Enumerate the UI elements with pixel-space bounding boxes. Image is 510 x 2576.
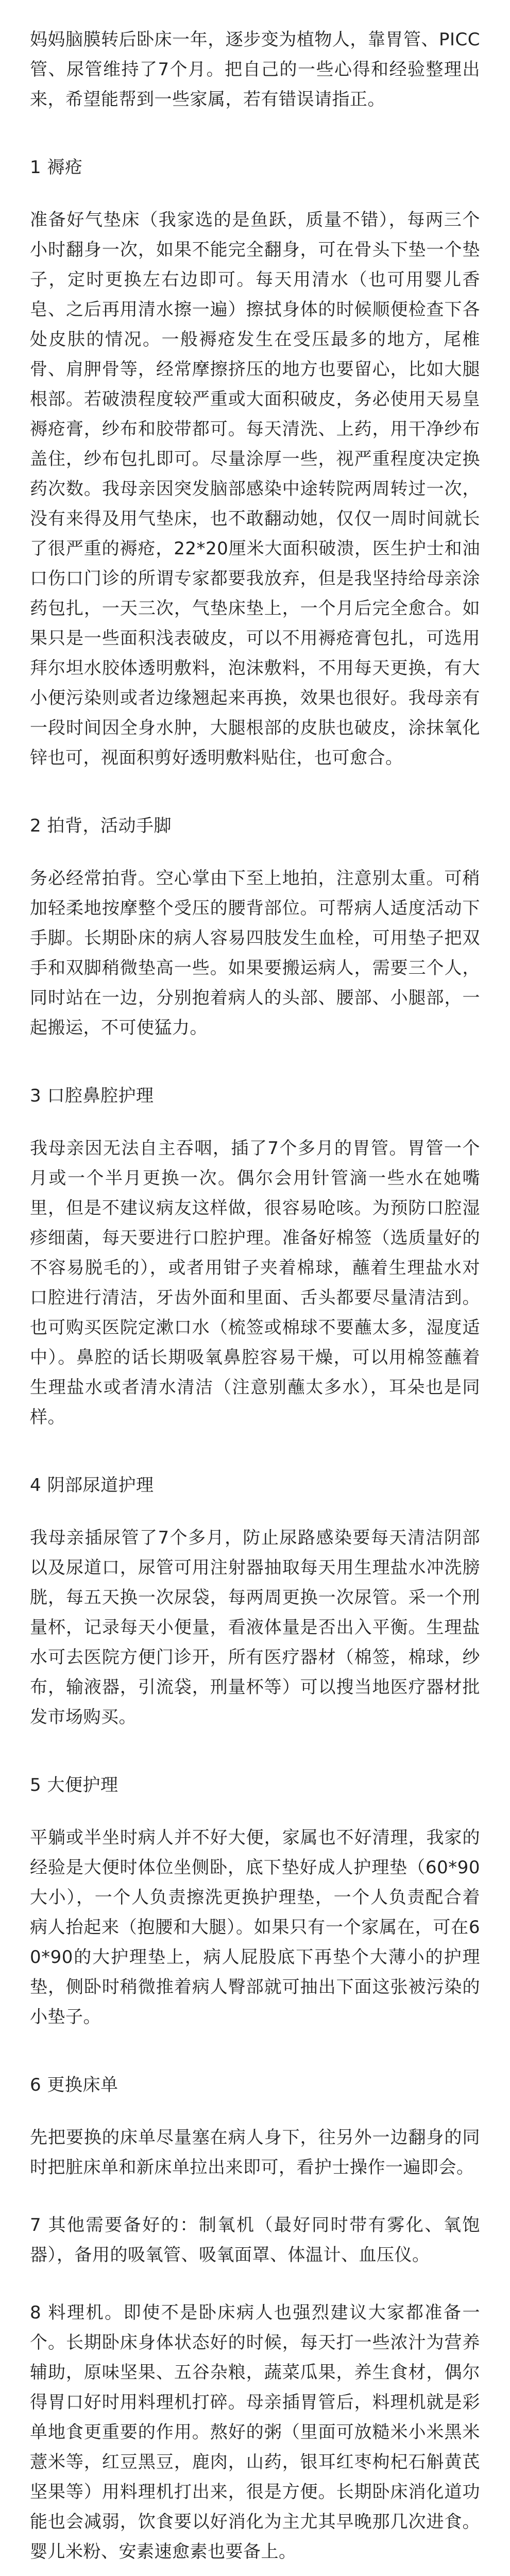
section-title: 2 拍背，活动手脚 xyxy=(30,816,172,836)
section-title: 4 阴部尿道护理 xyxy=(30,1475,154,1496)
intro-paragraph: 妈妈脑膜转后卧床一年，逐步变为植物人，靠胃管、PICC管、尿管维持了7个月。把自己的一些心得和经验整理出来，希望能帮到一些家属，若有错误请指正。 xyxy=(30,29,480,110)
section-blender xyxy=(30,2293,480,2567)
section-bedsores xyxy=(30,137,480,773)
section-bed-sheet xyxy=(30,2055,480,2182)
section-oral-nasal-care xyxy=(30,1065,480,1432)
section-title: 3 口腔鼻腔护理 xyxy=(30,1086,154,1106)
section-bowel-care xyxy=(30,1755,480,2032)
section-paragraph: 先把要换的床单尽量塞在病人身下，往另外一边翻身的同时把脏床单和新床单拉出来即可，看护士操作一遍即会。 xyxy=(30,2127,480,2178)
section-paragraph: 准备好气垫床（我家选的是鱼跃，质量不错），每两三个小时翻身一次，如果不能完全翻身，可在骨头下垫一个垫子，定时更换左右边即可。每天用清水（也可用婴儿香皂、之后再用清水擦一遍）擦拭身体的时候顺便检查下各处皮肤的情况。一般褥疮发生在受压最多的地方，尾椎骨、肩胛骨等，经常摩擦挤压的地方也要留心，比如大腿根部。若破溃程度较严重或大面积破皮，务必使用天易皇褥疮膏，纱布和胶带都可。每天清洗、上药，用干净纱布盖住，纱布包扎即可。尽量涂厚一些，视严重程度决定换药次数。我母亲因突发脑部感染中途转院两周转过一次，没有来得及用气垫床，也不敢翻动她，仅仅一周时间就长了很严重的褥疮，22*20厘米大面积破溃，医生护士和油口伤口门诊的所谓专家都要我放弃，但是我坚持给母亲涂药包扎，一天三次，气垫床垫上，一个月后完全愈合。如果只是一些面积浅表破皮，可以不用褥疮膏包扎，可选用拜尔坦水胶体透明敷料，泡沫敷料，不用每天更换，有大小便污染则或者边缘翘起来再换，效果也很好。我母亲有一段时间因全身水肿，大腿根部的皮肤也破皮，涂抹氧化锌也可，视面积剪好透明敷料贴住，也可愈合。 xyxy=(30,210,480,768)
section-paragraph: 平躺或半坐时病人并不好大便，家属也不好清理，我家的经验是大便时体位坐侧卧，底下垫好成人护理垫（60*90大小），一个人负责擦洗更换护理垫，一个人负责配合着病人抬起来（抱腰和大腿）。如果只有一个家属在，可在60*90的大护理垫上，病人屁股底下再垫个大薄小的护理垫，侧卧时稍微推着病人臀部就可抽出下面这张被污染的小垫子。 xyxy=(30,1827,480,2027)
section-back-patting xyxy=(30,795,480,1043)
section-urinary-care xyxy=(30,1455,480,1732)
section-paragraph: 我母亲插尿管了7个多月，防止尿路感染要每天清洁阴部以及尿道口，尿管可用注射器抽取每天用生理盐水冲洗膀胱，每五天换一次尿袋，每两周更换一次尿管。采一个刑量杯，记录每天小便量，看液体量是否出入平衡。生理盐水可去医院方便门诊开，所有医疗器材（棉签，棉球，纱布，输液器，引流袋，刑量杯等）可以搜当地医疗器材批发市场购买。 xyxy=(30,1528,480,1727)
section-title: 5 大便护理 xyxy=(30,1775,118,1795)
section-paragraph: 我母亲因无法自主吞咽，插了7个多月的胃管。胃管一个月或一个半月更换一次。偶尔会用针管滴一些水在她嘴里，但是不建议病友这样做，很容易呛咳。为预防口腔湿疹细菌，每天要进行口腔护理。准备好棉签（选质量好的不容易脱毛的），或者用钳子夹着棉球，蘸着生理盐水对口腔进行清洁，牙齿外面和里面、舌头都要尽量清洁到。也可购买医院定漱口水（梳签或棉球不要蘸太多，湿度适中）。鼻腔的话长期吸氧鼻腔容易干燥，可以用棉签蘸着生理盐水或者清水清洁（注意别蘸太多水），耳朵也是同样。 xyxy=(30,1138,480,1428)
section-title: 1 褥疮 xyxy=(30,157,83,178)
section-equipment xyxy=(30,2205,480,2270)
section-title: 6 更换床单 xyxy=(30,2075,118,2095)
section-paragraph: 7 其他需要备好的：制氧机（最好同时带有雾化、氧饱器），备用的吸氧管、吸氧面罩、体温计、血压仪。 xyxy=(30,2215,480,2265)
section-paragraph: 8 料理机。即使不是卧床病人也强烈建议大家都准备一个。长期卧床身体状态好的时候，每天打一些浓汁为营养辅助，原味坚果、五谷杂粮，蔬菜瓜果，养生食材，偶尔得胃口好时用料理机打碎。母亲插胃管后，料理机就是彩单地食更重要的作用。熬好的粥（里面可放糙米小米黑米薏米等，红豆黑豆，鹿肉，山药，银耳红枣枸杞石斛黄芪坚果等）用料理机打出来，很是方便。长期卧床消化道功能也会减弱，饮食要以好消化为主尤其早晚那几次进食。婴儿米粉、安素速愈素也要备上。 xyxy=(30,2302,480,2562)
section-paragraph: 务必经常拍背。空心掌由下至上地拍，注意别太重。可稍加轻柔地按摩整个受压的腰背部位。可帮病人适度活动下手脚。长期卧床的病人容易四肢发生血栓，可用垫子把双手和双脚稍微垫高一些。如果要搬运病人，需要三个人，同时站在一边，分别抱着病人的头部、腰部、小腿部，一起搬运，不可使猛力。 xyxy=(30,868,480,1038)
